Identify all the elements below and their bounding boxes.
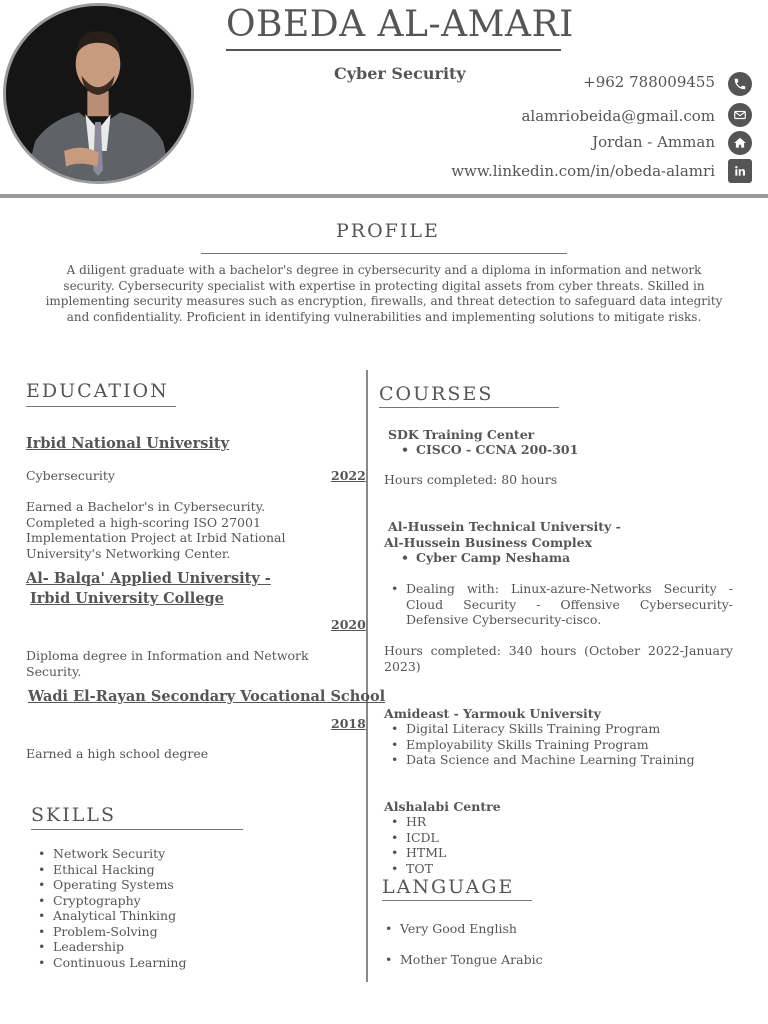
phone-number[interactable]: +962 788009455	[583, 73, 715, 91]
profile-heading: PROFILE	[336, 220, 440, 242]
course-provider: SDK Training Center	[388, 427, 535, 442]
profile-heading-rule	[201, 253, 567, 254]
course-hours: Hours completed: 80 hours	[384, 472, 558, 487]
education-field: Cybersecurity	[26, 468, 115, 483]
course-item: • HTML	[384, 845, 446, 861]
skills-list	[31, 846, 186, 970]
education-institution: Irbid University College	[30, 590, 224, 607]
course-item: • TOT	[384, 861, 446, 877]
job-title: Cyber Security	[334, 64, 466, 83]
course-list	[394, 550, 570, 566]
skill-item: • Problem-Solving	[31, 924, 186, 940]
skills-heading: SKILLS	[31, 804, 116, 826]
education-institution: Irbid National University	[26, 435, 230, 452]
education-year: 2018	[331, 716, 366, 731]
course-item: • ICDL	[384, 830, 446, 846]
education-description: Earned a Bachelor's in Cybersecurity. Completed a high-scoring ISO 27001 Implementation Project at Irbid National University's Networking Center.	[26, 499, 286, 561]
course-item: • Digital Literacy Skills Training Program	[384, 721, 695, 737]
course-item: • Data Science and Machine Learning Training	[384, 752, 695, 768]
course-list	[384, 814, 446, 876]
profile-summary: A diligent graduate with a bachelor's degree in cybersecurity and a diploma in information and network security. Cybersecurity specialist with expertise in protecting digital assets from cyber threats. Skilled in implementing security measures such as encryption, firewalls, and threat detection to safeguard data integrity and confidentiality. Proficient in identifying vulnerabilities and implementing solutions to mitigate risks.	[45, 263, 723, 324]
skill-item: • Ethical Hacking	[31, 862, 186, 878]
language-item: • Mother Tongue Arabic	[378, 952, 543, 968]
column-divider	[366, 370, 368, 982]
email-icon	[728, 103, 752, 127]
location-text: Jordan - Amman	[592, 133, 715, 151]
course-item: • Employability Skills Training Program	[384, 737, 695, 753]
course-list	[394, 442, 578, 458]
education-institution: Wadi El-Rayan Secondary Vocational School	[28, 688, 386, 705]
education-institution: Al- Balqa' Applied University -	[26, 570, 271, 587]
course-provider: Amideast - Yarmouk University	[384, 706, 601, 721]
language-heading-rule	[382, 900, 532, 901]
education-heading-rule	[26, 406, 176, 407]
email-address[interactable]: alamriobeida@gmail.com	[521, 107, 715, 125]
phone-icon	[728, 72, 752, 96]
linkedin-url[interactable]: www.linkedin.com/in/obeda-alamri	[451, 162, 715, 180]
course-item: • HR	[384, 814, 446, 830]
skill-item: • Cryptography	[31, 893, 186, 909]
skill-item: • Continuous Learning	[31, 955, 186, 971]
course-hours: Hours completed: 340 hours (October 2022-January 2023)	[384, 643, 733, 674]
course-details-list	[384, 581, 733, 628]
course-list	[384, 721, 695, 768]
course-details: • Dealing with: Linux-azure-Networks Security - Cloud Security - Offensive Cybersecurity- Defensive Cybersecurity-cisco.	[384, 581, 733, 628]
education-year: 2022	[331, 468, 366, 483]
education-description: Earned a high school degree	[26, 746, 209, 761]
course-provider: Al-Hussein Business Complex	[384, 535, 593, 550]
language-list	[378, 921, 543, 967]
candidate-name: OBEDA AL-AMARI	[226, 4, 574, 45]
name-underline	[226, 49, 561, 51]
language-heading: LANGUAGE	[382, 876, 515, 898]
education-description: Diploma degree in Information and Network Security.	[26, 648, 309, 679]
skill-item: • Network Security	[31, 846, 186, 862]
courses-heading-rule	[379, 407, 559, 408]
course-item: • CISCO - CCNA 200-301	[394, 442, 578, 458]
skill-item: • Analytical Thinking	[31, 908, 186, 924]
education-heading: EDUCATION	[26, 380, 169, 402]
skills-heading-rule	[31, 829, 243, 830]
language-item: • Very Good English	[378, 921, 543, 937]
course-item: • Cyber Camp Neshama	[394, 550, 570, 566]
home-icon	[728, 131, 752, 155]
course-provider: Alshalabi Centre	[384, 799, 501, 814]
skill-item: • Leadership	[31, 939, 186, 955]
courses-heading: COURSES	[379, 383, 494, 405]
profile-photo	[3, 3, 194, 184]
course-provider: Al-Hussein Technical University -	[388, 519, 621, 534]
education-year: 2020	[331, 617, 366, 632]
skill-item: • Operating Systems	[31, 877, 186, 893]
linkedin-icon	[728, 159, 752, 183]
header-divider	[0, 194, 768, 198]
